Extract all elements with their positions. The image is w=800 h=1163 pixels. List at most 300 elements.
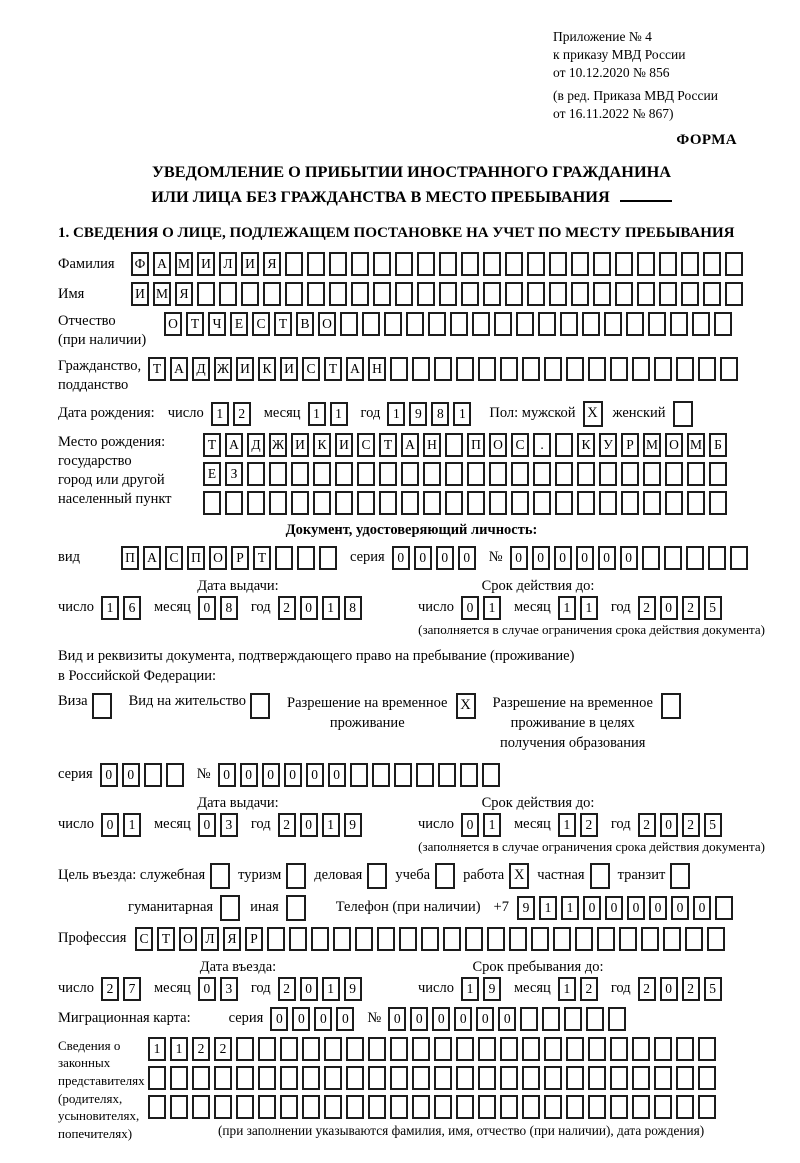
profession-cell[interactable] (619, 927, 637, 951)
surname-cell[interactable] (439, 252, 457, 276)
citizenship-cell[interactable]: Т (324, 357, 342, 381)
purpose-study-checkbox[interactable] (435, 863, 455, 889)
birthplace-line3-cell[interactable] (467, 491, 485, 515)
birthplace-line1-cell[interactable]: С (357, 433, 375, 457)
profession-cell[interactable]: С (135, 927, 153, 951)
birthplace-line3-cell[interactable] (357, 491, 375, 515)
doc-number-cell[interactable] (642, 546, 660, 570)
profession-cell[interactable] (487, 927, 505, 951)
birthplace-line2-cell[interactable] (709, 462, 727, 486)
reps-line2-cell[interactable] (698, 1066, 716, 1090)
citizenship-cell[interactable] (434, 357, 452, 381)
givenname-cell[interactable] (659, 282, 677, 306)
patronymic-cell[interactable] (450, 312, 468, 336)
permit-issue-month-cell[interactable]: 3 (220, 813, 238, 837)
birthplace-line1-cell[interactable]: К (577, 433, 595, 457)
reps-line3-cell[interactable] (676, 1095, 694, 1119)
birthplace-line1-cell[interactable]: Ж (269, 433, 287, 457)
reps-line1-cell[interactable] (236, 1037, 254, 1061)
phone-number-cell[interactable] (715, 896, 733, 920)
reps-line1-cell[interactable] (588, 1037, 606, 1061)
birth-day-cell[interactable]: 2 (233, 402, 251, 426)
patronymic-cell[interactable] (626, 312, 644, 336)
surname-cell[interactable] (659, 252, 677, 276)
reps-line2-cell[interactable] (236, 1066, 254, 1090)
birthplace-line2-cell[interactable] (643, 462, 661, 486)
mig-series-cell[interactable]: 0 (270, 1007, 288, 1031)
doc-number-cell[interactable]: 0 (532, 546, 550, 570)
profession-cell[interactable] (311, 927, 329, 951)
doc-series-cell[interactable]: 0 (392, 546, 410, 570)
permit-number-cell[interactable]: 0 (262, 763, 280, 787)
doc-number-cell[interactable] (730, 546, 748, 570)
reps-line2-cell[interactable] (566, 1066, 584, 1090)
birthplace-line1-cell[interactable]: Б (709, 433, 727, 457)
permit-issue-year-cell[interactable]: 0 (300, 813, 318, 837)
surname-cell[interactable]: Я (263, 252, 281, 276)
reps-line2-cell[interactable] (610, 1066, 628, 1090)
reps-line2-cell[interactable] (412, 1066, 430, 1090)
surname-cell[interactable] (307, 252, 325, 276)
birthplace-line2-cell[interactable] (335, 462, 353, 486)
reps-line3-cell[interactable] (258, 1095, 276, 1119)
birthplace-line1-cell[interactable]: И (335, 433, 353, 457)
surname-cell[interactable]: И (197, 252, 215, 276)
patronymic-cell[interactable] (340, 312, 358, 336)
surname-cell[interactable] (483, 252, 501, 276)
permit-expiry-day-cell[interactable]: 1 (483, 813, 501, 837)
reps-line1-cell[interactable] (566, 1037, 584, 1061)
phone-number-cell[interactable]: 0 (649, 896, 667, 920)
patronymic-cell[interactable] (538, 312, 556, 336)
patronymic-cell[interactable] (560, 312, 578, 336)
reps-line2-cell[interactable] (390, 1066, 408, 1090)
reps-line2-cell[interactable] (588, 1066, 606, 1090)
reps-line1-cell[interactable] (522, 1037, 540, 1061)
birthplace-line3-cell[interactable] (577, 491, 595, 515)
birthplace-line1-cell[interactable]: Д (247, 433, 265, 457)
reps-line3-cell[interactable] (456, 1095, 474, 1119)
phone-number-cell[interactable]: 1 (539, 896, 557, 920)
reps-line2-cell[interactable] (192, 1066, 210, 1090)
givenname-cell[interactable] (505, 282, 523, 306)
permit-expiry-month-cell[interactable]: 2 (580, 813, 598, 837)
patronymic-cell[interactable]: О (318, 312, 336, 336)
citizenship-cell[interactable] (478, 357, 496, 381)
reps-line1-cell[interactable] (478, 1037, 496, 1061)
permit-number-cell[interactable] (350, 763, 368, 787)
permit-number-cell[interactable] (460, 763, 478, 787)
profession-cell[interactable]: Я (223, 927, 241, 951)
profession-cell[interactable] (685, 927, 703, 951)
birthplace-line2-cell[interactable] (401, 462, 419, 486)
surname-cell[interactable] (725, 252, 743, 276)
reps-line3-cell[interactable] (280, 1095, 298, 1119)
stay-until-year-cell[interactable]: 5 (704, 977, 722, 1001)
doc-issue-year-cell[interactable]: 1 (322, 596, 340, 620)
entry-day-cell[interactable]: 2 (101, 977, 119, 1001)
birthplace-line3-cell[interactable] (511, 491, 529, 515)
reps-line3-cell[interactable] (236, 1095, 254, 1119)
citizenship-cell[interactable] (588, 357, 606, 381)
residence-permit-checkbox[interactable] (250, 693, 270, 719)
birthplace-line1-cell[interactable]: У (599, 433, 617, 457)
reps-line3-cell[interactable] (324, 1095, 342, 1119)
reps-line3-cell[interactable] (346, 1095, 364, 1119)
birthplace-line3-cell[interactable] (401, 491, 419, 515)
mig-series-cell[interactable]: 0 (292, 1007, 310, 1031)
patronymic-cell[interactable] (494, 312, 512, 336)
reps-line3-cell[interactable] (544, 1095, 562, 1119)
purpose-official-checkbox[interactable] (210, 863, 230, 889)
permit-expiry-year-cell[interactable]: 2 (682, 813, 700, 837)
citizenship-cell[interactable] (522, 357, 540, 381)
reps-line1-cell[interactable] (302, 1037, 320, 1061)
birthplace-line1-cell[interactable]: Т (379, 433, 397, 457)
reps-line3-cell[interactable] (214, 1095, 232, 1119)
surname-cell[interactable]: Ф (131, 252, 149, 276)
birthplace-line3-cell[interactable] (489, 491, 507, 515)
givenname-cell[interactable] (725, 282, 743, 306)
birthplace-line1-cell[interactable]: Р (621, 433, 639, 457)
profession-cell[interactable] (289, 927, 307, 951)
givenname-cell[interactable] (681, 282, 699, 306)
birthplace-line1-cell[interactable]: К (313, 433, 331, 457)
permit-issue-day-cell[interactable]: 1 (123, 813, 141, 837)
stay-until-month-cell[interactable]: 2 (580, 977, 598, 1001)
stay-until-month-cell[interactable]: 1 (558, 977, 576, 1001)
purpose-other-checkbox[interactable] (286, 895, 306, 921)
doc-type-cell[interactable]: О (209, 546, 227, 570)
patronymic-cell[interactable] (384, 312, 402, 336)
mig-series-cell[interactable]: 0 (336, 1007, 354, 1031)
surname-cell[interactable] (527, 252, 545, 276)
givenname-cell[interactable]: Я (175, 282, 193, 306)
visa-checkbox[interactable] (92, 693, 112, 719)
birthplace-line1-cell[interactable]: П (467, 433, 485, 457)
givenname-cell[interactable] (615, 282, 633, 306)
doc-type-cell[interactable] (319, 546, 337, 570)
profession-cell[interactable]: О (179, 927, 197, 951)
reps-line1-cell[interactable] (258, 1037, 276, 1061)
birth-year-cell[interactable]: 1 (453, 402, 471, 426)
givenname-cell[interactable] (241, 282, 259, 306)
profession-cell[interactable] (707, 927, 725, 951)
birthplace-line3-cell[interactable] (203, 491, 221, 515)
mig-number-cell[interactable] (542, 1007, 560, 1031)
surname-cell[interactable]: А (153, 252, 171, 276)
givenname-cell[interactable] (329, 282, 347, 306)
reps-line1-cell[interactable] (280, 1037, 298, 1061)
permit-expiry-year-cell[interactable]: 0 (660, 813, 678, 837)
patronymic-cell[interactable]: Е (230, 312, 248, 336)
doc-type-cell[interactable]: П (187, 546, 205, 570)
birthplace-line1-cell[interactable]: Т (203, 433, 221, 457)
doc-series-cell[interactable]: 0 (436, 546, 454, 570)
reps-line1-cell[interactable] (346, 1037, 364, 1061)
doc-number-cell[interactable]: 0 (620, 546, 638, 570)
citizenship-cell[interactable]: Ж (214, 357, 232, 381)
givenname-cell[interactable] (637, 282, 655, 306)
profession-cell[interactable] (377, 927, 395, 951)
phone-number-cell[interactable]: 0 (605, 896, 623, 920)
mig-number-cell[interactable]: 0 (410, 1007, 428, 1031)
surname-cell[interactable] (549, 252, 567, 276)
mig-number-cell[interactable]: 0 (454, 1007, 472, 1031)
patronymic-cell[interactable] (406, 312, 424, 336)
citizenship-cell[interactable]: А (170, 357, 188, 381)
doc-type-cell[interactable] (275, 546, 293, 570)
birthplace-line2-cell[interactable] (533, 462, 551, 486)
birthplace-line2-cell[interactable] (511, 462, 529, 486)
givenname-cell[interactable] (197, 282, 215, 306)
birthplace-line1-cell[interactable]: О (489, 433, 507, 457)
profession-cell[interactable] (575, 927, 593, 951)
surname-cell[interactable] (637, 252, 655, 276)
reps-line2-cell[interactable] (500, 1066, 518, 1090)
givenname-cell[interactable] (483, 282, 501, 306)
profession-cell[interactable]: Р (245, 927, 263, 951)
givenname-cell[interactable] (219, 282, 237, 306)
birthplace-line1-cell[interactable]: А (225, 433, 243, 457)
doc-expiry-year-cell[interactable]: 0 (660, 596, 678, 620)
profession-cell[interactable] (663, 927, 681, 951)
givenname-cell[interactable] (351, 282, 369, 306)
birthplace-line2-cell[interactable] (247, 462, 265, 486)
entry-month-cell[interactable]: 0 (198, 977, 216, 1001)
patronymic-cell[interactable] (714, 312, 732, 336)
birthplace-line2-cell[interactable] (445, 462, 463, 486)
permit-issue-year-cell[interactable]: 2 (278, 813, 296, 837)
reps-line2-cell[interactable] (544, 1066, 562, 1090)
doc-number-cell[interactable] (664, 546, 682, 570)
citizenship-cell[interactable] (610, 357, 628, 381)
permit-number-cell[interactable]: 0 (306, 763, 324, 787)
citizenship-cell[interactable] (676, 357, 694, 381)
permit-expiry-month-cell[interactable]: 1 (558, 813, 576, 837)
surname-cell[interactable] (703, 252, 721, 276)
patronymic-cell[interactable]: О (164, 312, 182, 336)
permit-number-cell[interactable] (438, 763, 456, 787)
reps-line3-cell[interactable] (522, 1095, 540, 1119)
reps-line3-cell[interactable] (478, 1095, 496, 1119)
citizenship-cell[interactable]: С (302, 357, 320, 381)
birthplace-line2-cell[interactable] (467, 462, 485, 486)
givenname-cell[interactable] (417, 282, 435, 306)
patronymic-cell[interactable] (472, 312, 490, 336)
reps-line2-cell[interactable] (368, 1066, 386, 1090)
mig-series-cell[interactable]: 0 (314, 1007, 332, 1031)
reps-line2-cell[interactable] (478, 1066, 496, 1090)
birth-year-cell[interactable]: 1 (387, 402, 405, 426)
patronymic-cell[interactable] (362, 312, 380, 336)
givenname-cell[interactable]: М (153, 282, 171, 306)
doc-issue-year-cell[interactable]: 8 (344, 596, 362, 620)
purpose-business-checkbox[interactable] (367, 863, 387, 889)
birthplace-line3-cell[interactable] (313, 491, 331, 515)
citizenship-cell[interactable] (412, 357, 430, 381)
birthplace-line2-cell[interactable] (423, 462, 441, 486)
givenname-cell[interactable] (461, 282, 479, 306)
reps-line3-cell[interactable] (610, 1095, 628, 1119)
reps-line2-cell[interactable] (522, 1066, 540, 1090)
birth-month-cell[interactable]: 1 (330, 402, 348, 426)
stay-until-year-cell[interactable]: 2 (682, 977, 700, 1001)
reps-line3-cell[interactable] (698, 1095, 716, 1119)
sex-male-checkbox[interactable]: X (583, 401, 603, 427)
reps-line3-cell[interactable] (368, 1095, 386, 1119)
reps-line3-cell[interactable] (192, 1095, 210, 1119)
reps-line1-cell[interactable] (434, 1037, 452, 1061)
doc-number-cell[interactable]: 0 (576, 546, 594, 570)
profession-cell[interactable] (641, 927, 659, 951)
birthplace-line3-cell[interactable] (335, 491, 353, 515)
reps-line3-cell[interactable] (302, 1095, 320, 1119)
permit-issue-year-cell[interactable]: 9 (344, 813, 362, 837)
birthplace-line3-cell[interactable] (291, 491, 309, 515)
permit-issue-month-cell[interactable]: 0 (198, 813, 216, 837)
givenname-cell[interactable] (285, 282, 303, 306)
profession-cell[interactable] (333, 927, 351, 951)
birthplace-line2-cell[interactable] (379, 462, 397, 486)
profession-cell[interactable] (553, 927, 571, 951)
reps-line2-cell[interactable] (170, 1066, 188, 1090)
givenname-cell[interactable] (263, 282, 281, 306)
birth-year-cell[interactable]: 9 (409, 402, 427, 426)
citizenship-cell[interactable] (544, 357, 562, 381)
purpose-humanitarian-checkbox[interactable] (220, 895, 240, 921)
reps-line3-cell[interactable] (412, 1095, 430, 1119)
doc-expiry-year-cell[interactable]: 2 (682, 596, 700, 620)
doc-type-cell[interactable]: П (121, 546, 139, 570)
birthplace-line3-cell[interactable] (269, 491, 287, 515)
birthplace-line3-cell[interactable] (247, 491, 265, 515)
doc-issue-day-cell[interactable]: 1 (101, 596, 119, 620)
reps-line1-cell[interactable] (390, 1037, 408, 1061)
reps-line2-cell[interactable] (280, 1066, 298, 1090)
profession-cell[interactable]: Л (201, 927, 219, 951)
birth-day-cell[interactable]: 1 (211, 402, 229, 426)
patronymic-cell[interactable] (582, 312, 600, 336)
givenname-cell[interactable] (549, 282, 567, 306)
birthplace-line2-cell[interactable] (489, 462, 507, 486)
reps-line1-cell[interactable] (456, 1037, 474, 1061)
doc-expiry-day-cell[interactable]: 1 (483, 596, 501, 620)
citizenship-cell[interactable]: А (346, 357, 364, 381)
entry-month-cell[interactable]: 3 (220, 977, 238, 1001)
sex-female-checkbox[interactable] (673, 401, 693, 427)
permit-number-cell[interactable]: 0 (284, 763, 302, 787)
givenname-cell[interactable] (571, 282, 589, 306)
reps-line3-cell[interactable] (654, 1095, 672, 1119)
givenname-cell[interactable] (307, 282, 325, 306)
birthplace-line2-cell[interactable] (599, 462, 617, 486)
mig-number-cell[interactable] (608, 1007, 626, 1031)
reps-line1-cell[interactable]: 1 (148, 1037, 166, 1061)
permit-number-cell[interactable] (416, 763, 434, 787)
stay-until-day-cell[interactable]: 1 (461, 977, 479, 1001)
surname-cell[interactable] (571, 252, 589, 276)
givenname-cell[interactable] (373, 282, 391, 306)
reps-line2-cell[interactable] (346, 1066, 364, 1090)
temp-residence-edu-checkbox[interactable] (661, 693, 681, 719)
doc-series-cell[interactable]: 0 (458, 546, 476, 570)
doc-type-cell[interactable]: С (165, 546, 183, 570)
citizenship-cell[interactable]: Н (368, 357, 386, 381)
reps-line1-cell[interactable] (544, 1037, 562, 1061)
profession-cell[interactable] (509, 927, 527, 951)
patronymic-cell[interactable] (428, 312, 446, 336)
permit-issue-year-cell[interactable]: 1 (322, 813, 340, 837)
reps-line3-cell[interactable] (170, 1095, 188, 1119)
permit-expiry-year-cell[interactable]: 2 (638, 813, 656, 837)
givenname-cell[interactable] (593, 282, 611, 306)
reps-line1-cell[interactable]: 2 (192, 1037, 210, 1061)
doc-number-cell[interactable]: 0 (554, 546, 572, 570)
purpose-transit-checkbox[interactable] (670, 863, 690, 889)
reps-line2-cell[interactable] (632, 1066, 650, 1090)
reps-line2-cell[interactable] (434, 1066, 452, 1090)
citizenship-cell[interactable]: К (258, 357, 276, 381)
stay-until-year-cell[interactable]: 2 (638, 977, 656, 1001)
surname-cell[interactable] (351, 252, 369, 276)
citizenship-cell[interactable]: И (280, 357, 298, 381)
profession-cell[interactable] (421, 927, 439, 951)
birthplace-line2-cell[interactable]: З (225, 462, 243, 486)
reps-line3-cell[interactable] (566, 1095, 584, 1119)
profession-cell[interactable] (465, 927, 483, 951)
citizenship-cell[interactable]: Т (148, 357, 166, 381)
temp-residence-checkbox[interactable]: X (456, 693, 476, 719)
birthplace-line3-cell[interactable] (709, 491, 727, 515)
patronymic-cell[interactable]: В (296, 312, 314, 336)
citizenship-cell[interactable] (698, 357, 716, 381)
citizenship-cell[interactable]: Д (192, 357, 210, 381)
doc-issue-day-cell[interactable]: 6 (123, 596, 141, 620)
birthplace-line1-cell[interactable] (445, 433, 463, 457)
reps-line1-cell[interactable]: 1 (170, 1037, 188, 1061)
birthplace-line3-cell[interactable] (379, 491, 397, 515)
permit-series-cell[interactable] (144, 763, 162, 787)
surname-cell[interactable] (329, 252, 347, 276)
profession-cell[interactable]: Т (157, 927, 175, 951)
reps-line1-cell[interactable] (324, 1037, 342, 1061)
doc-issue-month-cell[interactable]: 8 (220, 596, 238, 620)
doc-series-cell[interactable]: 0 (414, 546, 432, 570)
permit-expiry-year-cell[interactable]: 5 (704, 813, 722, 837)
doc-number-cell[interactable] (686, 546, 704, 570)
reps-line1-cell[interactable] (610, 1037, 628, 1061)
birthplace-line2-cell[interactable] (665, 462, 683, 486)
permit-number-cell[interactable]: 0 (328, 763, 346, 787)
patronymic-cell[interactable]: Т (186, 312, 204, 336)
phone-number-cell[interactable]: 1 (561, 896, 579, 920)
reps-line3-cell[interactable] (588, 1095, 606, 1119)
surname-cell[interactable] (285, 252, 303, 276)
birthplace-line2-cell[interactable]: Е (203, 462, 221, 486)
citizenship-cell[interactable] (566, 357, 584, 381)
mig-number-cell[interactable]: 0 (476, 1007, 494, 1031)
birthplace-line1-cell[interactable]: М (643, 433, 661, 457)
surname-cell[interactable] (395, 252, 413, 276)
surname-cell[interactable]: Л (219, 252, 237, 276)
reps-line1-cell[interactable] (676, 1037, 694, 1061)
reps-line2-cell[interactable] (324, 1066, 342, 1090)
givenname-cell[interactable]: И (131, 282, 149, 306)
profession-cell[interactable] (597, 927, 615, 951)
phone-number-cell[interactable]: 0 (627, 896, 645, 920)
permit-number-cell[interactable] (482, 763, 500, 787)
